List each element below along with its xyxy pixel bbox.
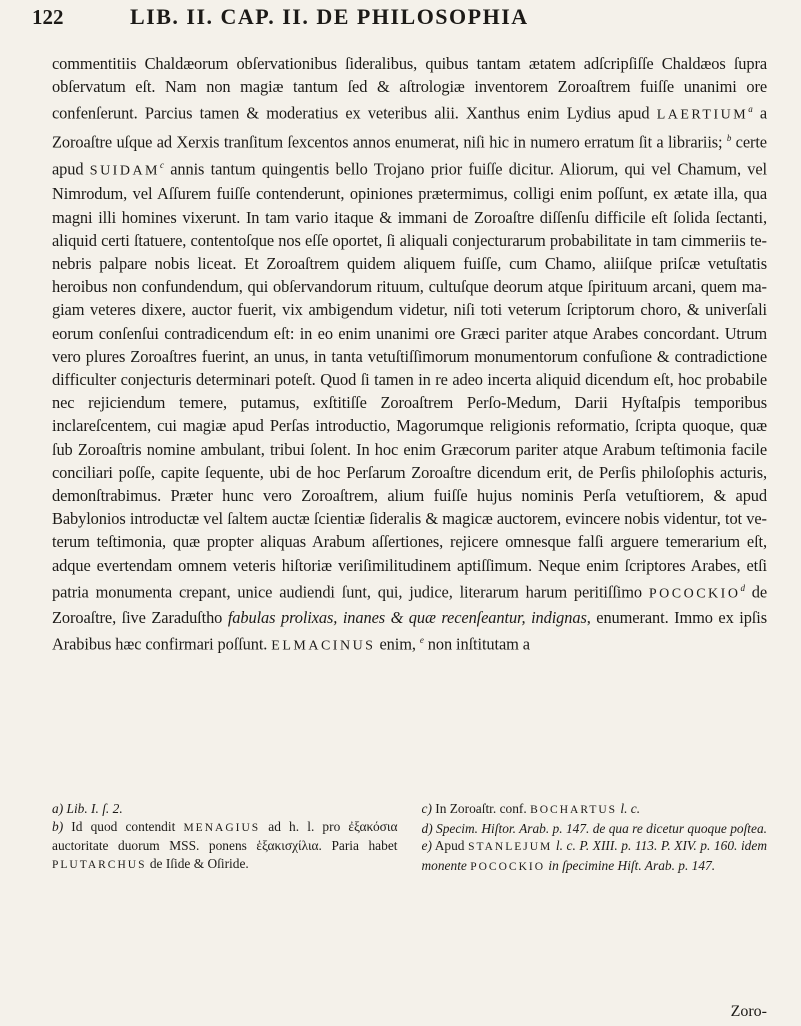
author-elmacinus: ELMACINUS — [271, 638, 376, 654]
footnote-c: c) In Zoroaſtr. conf. BOCHARTUS l. c. — [421, 801, 641, 816]
author-laertius: LAERTIUM — [656, 107, 749, 123]
footnotes-left-column — [52, 800, 398, 876]
footnote-e: e) Apud STANLEJUM l. c. P. XIII. p. 113. P. XIV. p. 160. idem monente POCOCKIO in ſpecimine Hiſt. Arab. p. 147. — [421, 838, 767, 873]
catchword: Zoro- — [730, 1003, 767, 1020]
footnotes-right-column — [422, 800, 768, 876]
page-number: 122 — [32, 5, 64, 29]
footnote-a: a) Lib. I. ſ. 2. — [52, 801, 123, 816]
footnote-mark-a[interactable]: a — [748, 104, 753, 115]
italic-quote: fabulas prolixas, inanes & quæ recenſeantur, indignas — [227, 607, 587, 627]
paragraph: commentitiis Chaldæorum obſervationibus ſideralibus, quibus tantam ætatem adſcripſiſſe Chaldæos ſupra obſervatum eſt. Nam non magiæ tantum ſed & aſtrologiæ inventorem Zoroaſtrem fuiſſe unanimi ore confenſerunt. Parcius tamen & moderatius ex veteribus alii. Xanthus enim Lydius apud LAERTIUM$^a$ a Zoroaſtre uſque ad Xerxis tranſitum ſexcentos annos enumerat, niſi hic in numero erratum ſit a librariis; $^b$ certe apud SUIDAM$^c$ annis tantum quingentis bello Trojano prior fuiſſe dicitur. Aliorum, qui vel Chamum, vel Nimrodum, vel Aſſurem fuiſſe contenderunt, opiniones prætermimus, colligi enim poſſunt, ex ætate illa, qua magni illi homines vixerunt. In tam vario itaque & immani de Zoroaſtre diſſenſu difficile eſt ſolida ſectanti, aliquid certi ſtatuere, contentoſque nos eſſe oportet, ſi aliquali conjecturarum probabilitate in tam cimmeriis tenebris palpare nobis liceat. Et Zoroaſtrem quidem aliquem fuiſſe, cum Chamo, aliiſque priſcæ vetuſtatis heroibus non confundendum, qui obſervandorum rituum, cultuſque deorum atque ſpirituum arcani, quem magiam veteres dixere, auctor fuerit, vix ambigendum videtur, niſi toti veterum ſcriptorum choro, & univerſali eorum conſenſui contradicendum eſt: in eo enim unanimi ore Græci pariter atque Arabes concordant. Utrum vero plures Zoroaſtres fuerint, an unus, in tanta vetuſtiſſimorum monumentorum confuſione & contradictione difficulter conjecturis determinari poteſt. Quod ſi tamen in re adeo incerta aliquid dicendum eſt, hoc probabile nec rejiciendum temere, putamus, exſtitiſſe Zoroaſtrem Perſo-Medum, Darii Hyſtaſpis temporibus inclareſcentem, cui magiæ apud Perſas introductio, Magorumque religionis reformatio, ſcripta quoque, quæ ſub Zoroaſtris nomine ambulant, tribui ſolent. In hoc enim Græcorum pariter atque Arabum teſtimonia facile conciliari poſſe, capite ſequente, ubi de hoc Perſarum Zoroaſtre dicendum erit, de Perſis philoſophis acturis, demonſtrabimus. Præter hunc vero Zoroaſtrem, alium fuiſſe hujus nominis Perſa vetuſtiorem, & apud Babylonios introductæ vel ſaltem auctæ ſcientiæ ſideralis & magicæ auctorem, evincere nobis videntur, tot veterum teſtimonia, quæ propter aliquas Arabum aſſertiones, rejicere omnesque falſi arguere temerarium eſt, adque evertendam omnem veteris hiſtoriæ veriſimilitudinem aptiſſimum. Neque enim ſcriptores Arabes, etſi patria monumenta crepant, unice audiendi ſunt, qui, judice, literarum harum peritiſſimo POCOCKIO$^d$ de Zoroaſtre, ſive Zaraduſtho fabulas prolixas, inanes & quæ recenſeantur, indignas, enumerant. Immo ex ipſis Arabibus hæc confirmari poſſunt. ELMACINUS enim, $^e$ non inſtitutam a — [52, 54, 767, 654]
footnote-b: b) Id quod contendit MENAGIUS ad h. l. pro ἐξακόσια auctoritate duorum MSS. ponens ἑξακισχίλια. Paria habet PLUTARCHUS de Iſide & Oſiride. — [52, 818, 398, 871]
running-title: LIB. II. CAP. II. DE PHILOSOPHIA — [130, 4, 529, 29]
main-text — [52, 52, 767, 657]
footnote-mark-d[interactable]: d — [740, 582, 745, 593]
footnote-mark-e[interactable]: e — [419, 634, 424, 645]
footnote-d: d) Specim. Hiſtor. Arab. p. 147. de qua re dicetur quoque poſtea. — [421, 820, 768, 836]
running-header — [32, 4, 761, 38]
footnote-mark-c[interactable]: c — [160, 159, 164, 170]
author-suidas: SUIDAM — [89, 163, 161, 179]
footnotes — [52, 800, 767, 876]
author-pocockius: POCOCKIO — [648, 586, 741, 602]
footnote-mark-b[interactable]: b — [726, 133, 732, 144]
